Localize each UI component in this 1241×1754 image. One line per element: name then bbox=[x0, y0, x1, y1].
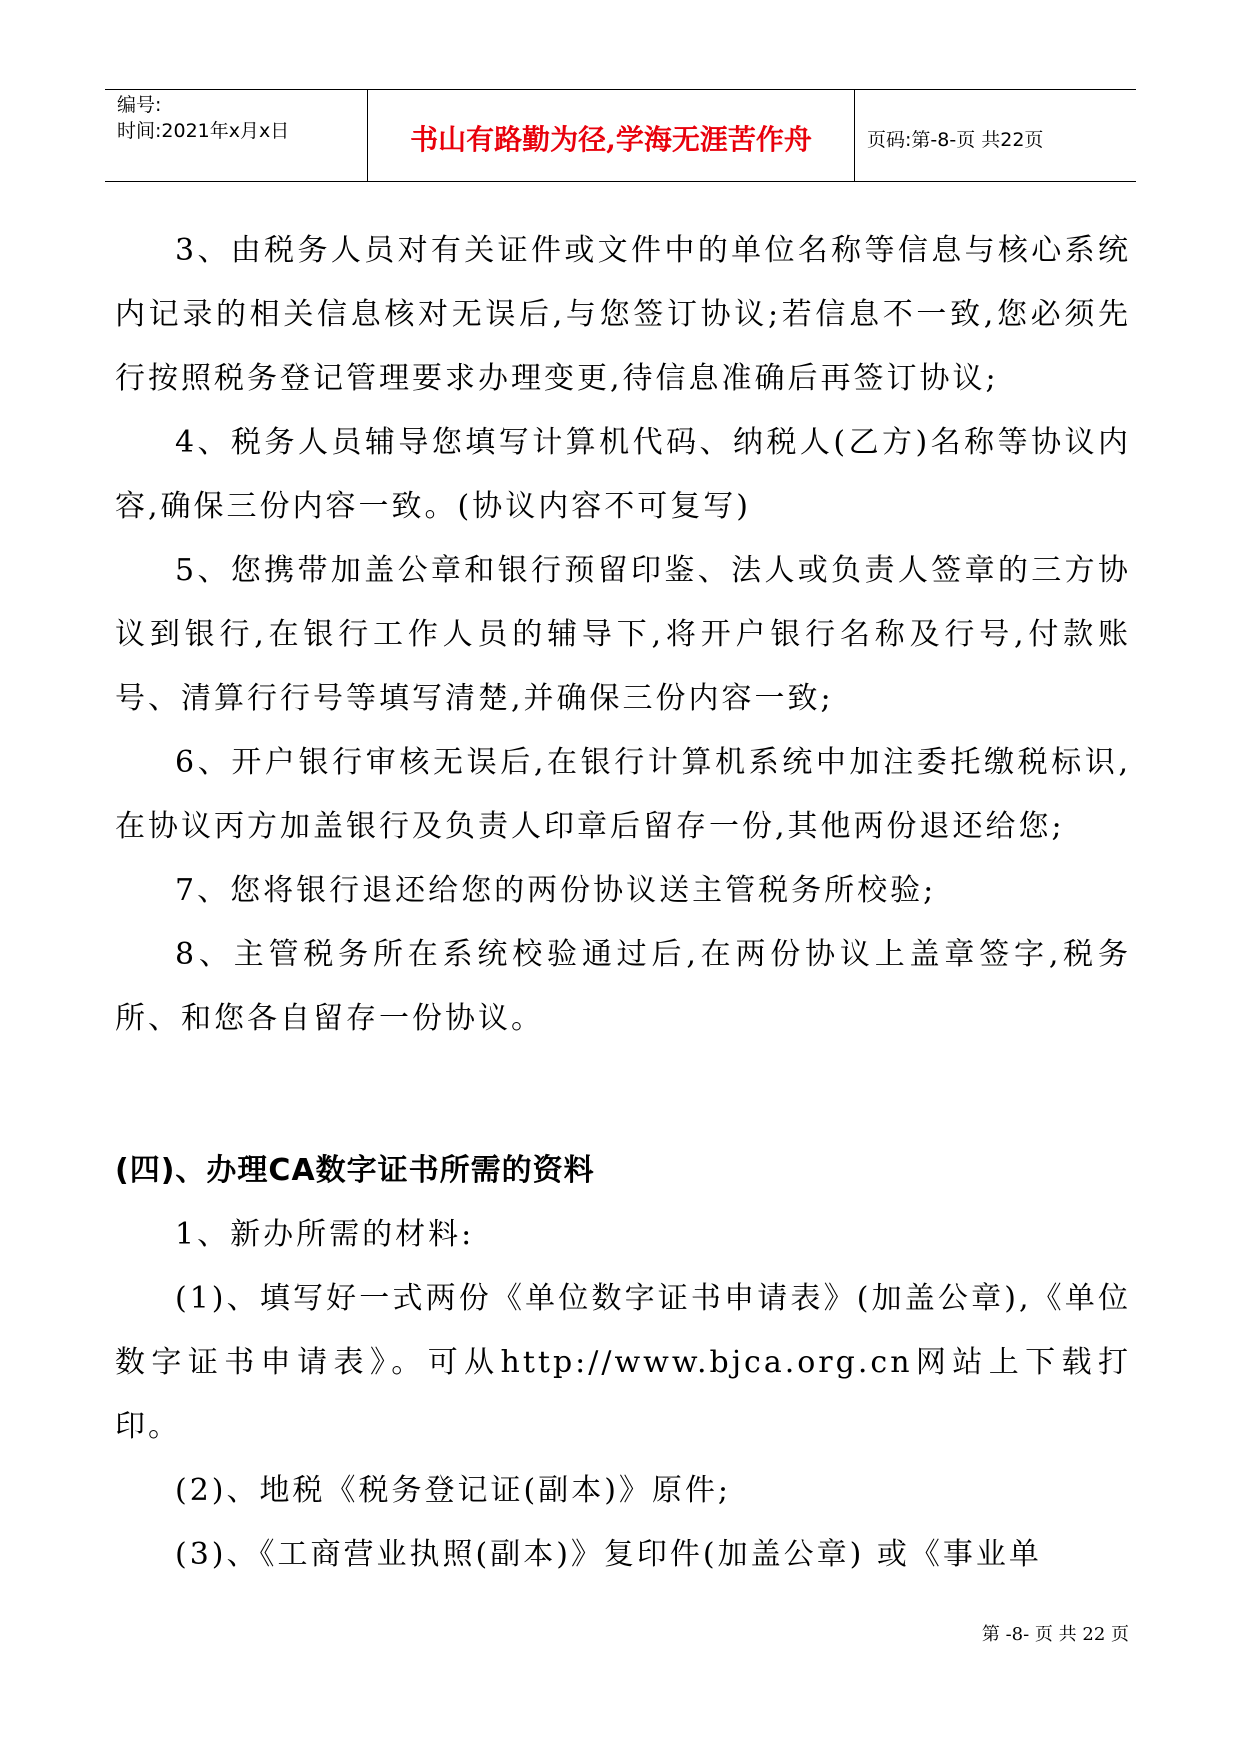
section-heading: (四)、办理CA数字证书所需的资料 bbox=[115, 1153, 595, 1188]
paragraph-step-6: 6、开户银行审核无误后,在银行计算机系统中加注委托缴税标识,在协议丙方加盖银行及负责人印章后留存一份,其他两份退还给您; bbox=[115, 745, 1131, 844]
paragraph-item-2: (2)、地税《税务登记证(副本)》原件; bbox=[175, 1473, 732, 1508]
header-page-code: 页码:第-8-页 共22页 bbox=[867, 129, 1044, 151]
time-label: 时间:2021年x月x日 bbox=[117, 120, 290, 142]
header-motto-cell bbox=[368, 90, 855, 181]
page-footer-number: 第 -8- 页 共 22 页 bbox=[981, 1624, 1129, 1645]
paragraph-item-1: (1)、填写好一式两份《单位数字证书申请表》(加盖公章),《单位数字证书申请表》。可从http://www.bjca.org.cn网站上下载打印。 bbox=[115, 1281, 1131, 1444]
paragraph-step-4: 4、税务人员辅导您填写计算机代码、纳税人(乙方)名称等协议内容,确保三份内容一致。(协议内容不可复写) bbox=[115, 425, 1131, 524]
serial-number-label: 编号: bbox=[117, 94, 162, 116]
section-spacer bbox=[115, 1051, 1131, 1139]
page-header bbox=[105, 89, 1136, 182]
paragraph-step-3: 3、由税务人员对有关证件或文件中的单位名称等信息与核心系统内记录的相关信息核对无误后,与您签订协议;若信息不一致,您必须先行按照税务登记管理要求办理变更,待信息准确后再签订协议; bbox=[115, 233, 1131, 396]
header-page-cell bbox=[855, 90, 1136, 181]
paragraph-step-5: 5、您携带加盖公章和银行预留印鉴、法人或负责人签章的三方协议到银行,在银行工作人员的辅导下,将开户银行名称及行号,付款账号、清算行行号等填写清楚,并确保三份内容一致; bbox=[115, 553, 1131, 716]
paragraph-new-materials: 1、新办所需的材料: bbox=[175, 1217, 475, 1252]
motto-text: 书山有路勤为径,学海无涯苦作舟 bbox=[410, 123, 812, 156]
document-body bbox=[115, 219, 1131, 1587]
paragraph-item-3: (3)、《工商营业执照(副本)》复印件(加盖公章) 或《事业单 bbox=[175, 1537, 1042, 1572]
header-meta-cell bbox=[105, 90, 368, 181]
paragraph-step-7: 7、您将银行退还给您的两份协议送主管税务所校验; bbox=[175, 873, 937, 908]
paragraph-step-8: 8、主管税务所在系统校验通过后,在两份协议上盖章签字,税务所、和您各自留存一份协议。 bbox=[115, 937, 1131, 1036]
